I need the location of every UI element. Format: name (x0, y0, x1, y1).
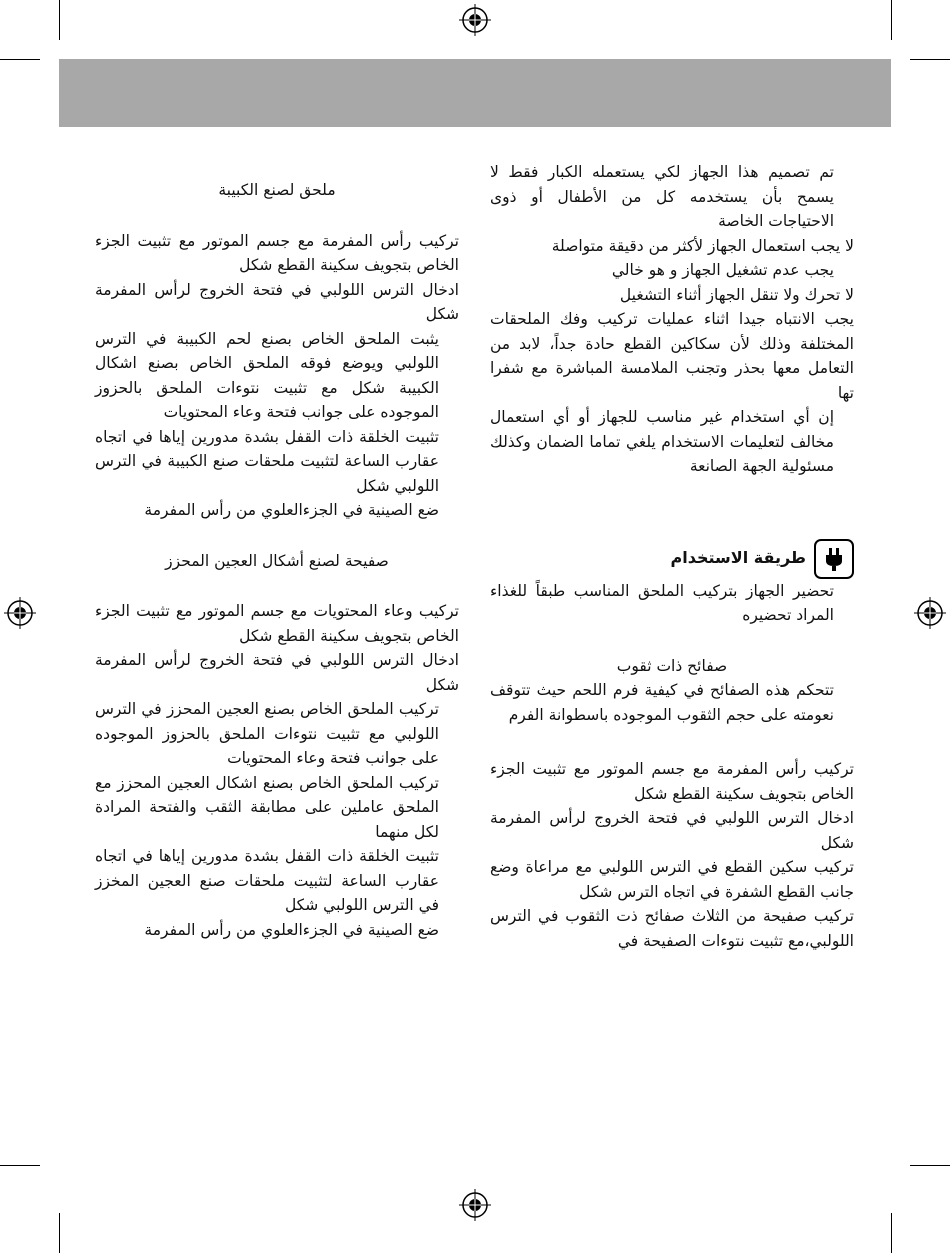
paragraph: ادخال الترس اللولبي في فتحة الخروج لرأس المفرمة شكل (490, 809, 854, 852)
registration-mark-icon (459, 1189, 491, 1221)
right-column (490, 160, 854, 953)
registration-mark-icon (459, 4, 491, 36)
paragraph: تحضير الجهاز بتركيب الملحق المناسب طبقاً للغذاء المراد تحضيره (490, 581, 834, 624)
paragraph: ضع الصينية في الجزءالعلوي من رأس المفرمة (144, 920, 439, 939)
warning-paragraph: لا تحرك ولا تنقل الجهاز أثناء التشغيل (619, 285, 854, 304)
paragraph: ادخال الترس اللولبي في فتحة الخروج لرأس المفرمة شكل (95, 651, 459, 694)
crop-mark (910, 1165, 950, 1166)
section-heading-kibbeh: ملحق لصنع الكبيبة (218, 181, 336, 199)
plug-icon (814, 539, 854, 579)
paragraph: تثبيت الخلقة ذات القفل بشدة مدورين إياها في اتجاه عقارب الساعة لتثبيت ملحقات صنع العجين المخزز في الترس اللولبي شكل (95, 847, 439, 914)
crop-mark (0, 1165, 40, 1166)
crop-mark (59, 0, 60, 40)
paragraph: ضع الصينية في الجزءالعلوي من رأس المفرمة (144, 501, 439, 519)
paragraph: تتحكم هذه الصفائح في كيفية فرم اللحم حيث تتوقف نعومته على حجم الثقوب الموجوده باسطوانة الفرم (490, 681, 834, 724)
warning-paragraph: تم تصميم هذا الجهاز لكي يستعمله الكبار فقط لا يسمح بأن يستخدمه كل من الأطفال أو ذوى الاحتياجات الخاصة (490, 163, 834, 230)
crop-mark (910, 59, 950, 60)
paragraph: تركيب رأس المفرمة مع جسم الموتور مع تثبيت الجزء الخاص بتجويف سكينة القطع شكل (95, 231, 459, 274)
warning-paragraph: لا يجب استعمال الجهاز لأكثر من دقيقة متواصلة (551, 236, 854, 255)
paragraph: تركيب رأس المفرمة مع جسم الموتور مع تثبيت الجزء الخاص بتجويف سكينة القطع شكل (490, 760, 854, 803)
paragraph: تثبيت الخلقة ذات القفل بشدة مدورين إياها في اتجاه عقارب الساعة لتثبيت ملحقات صنع الكبيبة في الترس اللولبي شكل (95, 427, 439, 495)
paragraph: تركيب سكين القطع في الترس اللولبي مع مراعاة وضع جانب القطع الشفرة في اتجاه الترس شكل (490, 858, 854, 901)
section-heading-dough: صفيحة لصنع أشكال العجين المحزز (165, 551, 389, 570)
paragraph: تركيب صفيحة من الثلاث صفائح ذت الثقوب في الترس اللولبي،مع تثبيت نتوءات الصفيحة في (490, 907, 854, 950)
paragraph: يثبت الملحق الخاص بصنع لحم الكبيبة في الترس اللولبي ويوضع فوقه الملحق الخاص بصنع اشكال الكبيبة شكل مع تثبيت نتوءات الملحق بالحزوز الموجوده على جوانب فتحة وعاء المحتويات (95, 329, 439, 421)
crop-mark (0, 59, 40, 60)
paragraph: تركيب وعاء المحتويات مع جسم الموتور مع تثبيت الجزء الخاص بتجويف سكينة القطع شكل (95, 602, 459, 645)
crop-mark (59, 1213, 60, 1253)
header-band (59, 59, 891, 127)
paragraph: تركيب الملحق الخاص بصنع العجين المحزز في الترس اللولبي مع تثبيت نتوءات الملحق بالحزوز الموجوده على جوانب فتحة وعاء المحتويات (95, 700, 439, 767)
warning-paragraph: إن أي استخدام غير مناسب للجهاز أو أي استعمال مخالف لتعليمات الاستخدام يلغي تماما الضمان وكذلك مسئولية الجهة الصانعة (490, 408, 834, 475)
warning-paragraph: يجب الانتباه جيدا اثناء عمليات تركيب وفك الملحقات المختلفة وذلك لأن سكاكين القطع حادة جداً، لابد من التعامل معها بحذر وتجنب الملامسة المباشرة مع شفرا تها (490, 310, 854, 402)
crop-mark (891, 1213, 892, 1253)
section-heading-plates: صفائح ذات ثقوب (616, 656, 728, 675)
usage-heading (490, 539, 854, 579)
registration-mark-icon (4, 597, 36, 629)
left-column (95, 178, 459, 942)
crop-mark (891, 0, 892, 40)
warning-paragraph: يجب عدم تشغيل الجهاز و هو خالي (611, 261, 834, 279)
registration-mark-icon (914, 597, 946, 629)
usage-title: طريقة الاستخدام (670, 548, 806, 568)
paragraph: ادخال الترس اللولبي في فتحة الخروج لرأس المفرمة شكل (95, 280, 459, 323)
paragraph: تركيب الملحق الخاص بصنع اشكال العجين المحزز مع الملحق عاملين على مطابقة الثقب والفتحة المرادة لكل منهما (95, 773, 439, 841)
